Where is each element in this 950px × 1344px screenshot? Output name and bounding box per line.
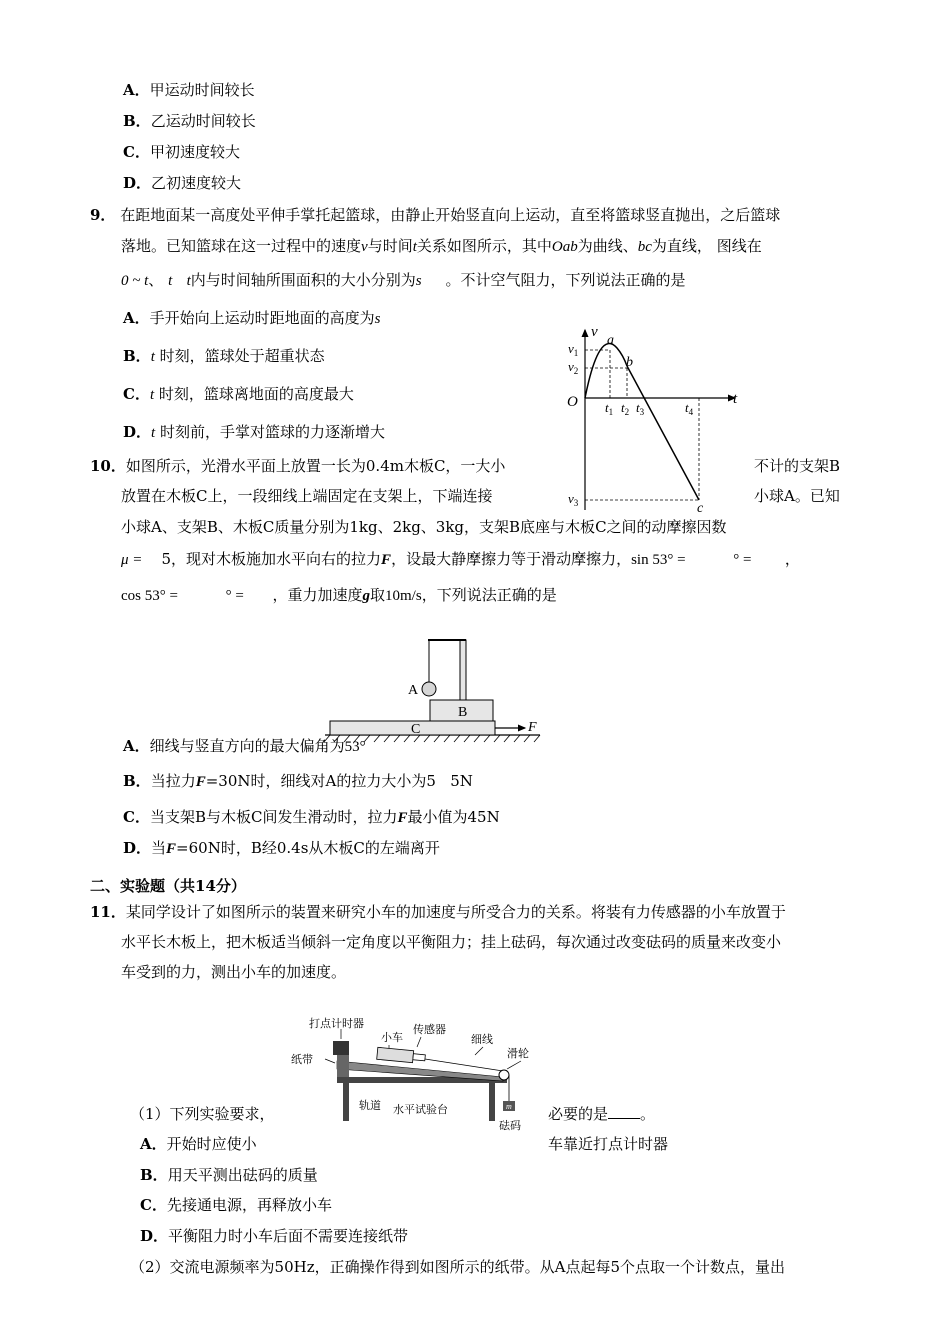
q10-option-c: C．当支架B与木板C间发生滑动时，拉力F最小值为45N <box>123 808 500 826</box>
ball-a <box>422 682 436 696</box>
label-cart: 小车 <box>381 1032 403 1044</box>
q11-option-a-cont: 车靠近打点计时器 <box>548 1135 669 1153</box>
support-b-post <box>460 640 466 700</box>
q10-line1: 10．如图所示，光滑水平面上放置一长为0.4m木板C，一大小 <box>90 457 506 475</box>
q9-line1: 9． 在距地面某一高度处平伸手掌托起篮球，由静止开始竖直向上运动，直至将篮球竖直抛出，之后篮球 <box>90 206 781 224</box>
q9-line2: 落地。已知篮球在这一过程中的速度v与时间t关系如图所示，其中Oab为曲线、bc为直线， 图线在 <box>121 237 762 255</box>
q11-apparatus-figure <box>285 1015 545 1140</box>
q10-line2-right: 小球A。已知 <box>754 487 840 505</box>
q10-line5: cos 53° = ° = ，重力加速度g取10m/s，下列说法正确的是 <box>121 586 557 604</box>
label-tape: 纸带 <box>291 1054 313 1066</box>
q10-line3: 小球A、支架B、木板C质量分别为1kg、2kg、3kg，支架B底座与木板C之间的动摩擦因数 <box>121 518 727 536</box>
table-leg-left <box>343 1083 349 1121</box>
label-weight: 砝码 <box>499 1120 521 1132</box>
point-c: c <box>697 501 704 515</box>
q9-option-d: D．t 时刻前，手掌对篮球的力逐渐增大 <box>123 423 385 441</box>
q11-line2: 水平长木板上，把木板适当倾斜一定角度以平衡阻力；挂上砝码，每次通过改变砝码的质量来改变小 <box>121 933 782 951</box>
label-table: 水平试验台 <box>393 1104 448 1116</box>
t4-label: $t_4$ <box>685 400 694 417</box>
q8-option-c: C．甲初速度较大 <box>123 143 240 161</box>
label-b: B <box>458 705 468 720</box>
label-string: 细线 <box>471 1034 493 1046</box>
q10-figure <box>320 632 550 747</box>
velocity-time-graph <box>555 320 750 515</box>
q9-option-c: C．t 时刻，篮球离地面的高度最大 <box>123 385 354 403</box>
q11-option-b: B．用天平测出砝码的质量 <box>140 1166 318 1184</box>
v2-label: $v_2$ <box>568 359 579 376</box>
label-f: F <box>528 720 537 735</box>
t-axis-label: t <box>733 391 738 407</box>
v1-label: $v_1$ <box>568 341 579 358</box>
label-pulley: 滑轮 <box>507 1048 529 1060</box>
q11-sub1: （1）下列实验要求， <box>130 1105 275 1123</box>
origin-label: O <box>567 394 578 410</box>
answer-blank[interactable] <box>608 1104 640 1119</box>
point-b: b <box>626 355 633 370</box>
q11-option-a: A．开始时应使小 <box>140 1135 257 1153</box>
section2-title: 二、实验题（共14分） <box>90 877 246 895</box>
q11-line1: 11．某同学设计了如图所示的装置来研究小车的加速度与所受合力的关系。将装有力传感器的小车放置于 <box>90 903 786 921</box>
label-sensor: 传感器 <box>413 1024 446 1036</box>
v3-label: $v_3$ <box>568 491 579 508</box>
q11-line3: 车受到的力，测出小车的加速度。 <box>121 963 347 981</box>
string <box>425 1059 503 1071</box>
q9-line3: 0 ~ t、 t t内与时间轴所围面积的大小分别为s 。不计空气阻力，下列说法正确的是 <box>121 271 686 289</box>
q10-option-d: D．当F=60N时，B经0.4s从木板C的左端离开 <box>123 839 440 857</box>
weight-m: m <box>506 1102 512 1111</box>
q10-option-b: B．当拉力F=30N时，细线对A的拉力大小为5 5N <box>123 772 473 790</box>
t2-label: $t_2$ <box>621 400 630 417</box>
label-track: 轨道 <box>359 1100 381 1112</box>
timer <box>333 1041 349 1055</box>
t3-label: $t_3$ <box>636 400 645 417</box>
q9-option-b: B．t 时刻，篮球处于超重状态 <box>123 347 325 365</box>
q10-line4: μ = 5，现对木板施加水平向右的拉力F，设最大静摩擦力等于滑动摩擦力，sin 53° = ° = ， <box>121 550 800 568</box>
v-axis-label: v <box>591 324 598 340</box>
q10-option-a: A．细线与竖直方向的最大偏角为53° <box>123 737 366 755</box>
curve-oab <box>585 344 627 398</box>
q11-option-d: D．平衡阻力时小车后面不需要连接纸带 <box>140 1227 409 1245</box>
q10-line1-right: 不计的支架B <box>754 457 841 475</box>
t1-label: $t_1$ <box>605 400 614 417</box>
label-a: A <box>408 683 419 698</box>
q9-option-a: A．手开始向上运动时距地面的高度为s <box>123 309 381 327</box>
q8-option-b: B．乙运动时间较长 <box>123 112 256 130</box>
pulley <box>499 1070 509 1080</box>
cart <box>377 1047 426 1064</box>
label-timer: 打点计时器 <box>309 1018 364 1030</box>
q11-option-c: C．先接通电源，再释放小车 <box>140 1196 332 1214</box>
track-support <box>337 1055 349 1077</box>
table-leg-right <box>489 1083 495 1121</box>
line-bc <box>627 366 699 500</box>
q11-sub1-right: 必要的是 。 <box>548 1105 656 1123</box>
q8-option-d: D．乙初速度较大 <box>123 174 242 192</box>
point-a: a <box>607 333 614 348</box>
q8-option-a: A．甲运动时间较长 <box>123 81 255 99</box>
label-c: C <box>411 722 421 737</box>
q11-sub2: （2）交流电源频率为50Hz，正确操作得到如图所示的纸带。从A点起每5个点取一个计数点，量出 <box>130 1258 785 1276</box>
q10-line2: 放置在木板C上，一段细线上端固定在支架上，下端连接 <box>121 487 493 505</box>
